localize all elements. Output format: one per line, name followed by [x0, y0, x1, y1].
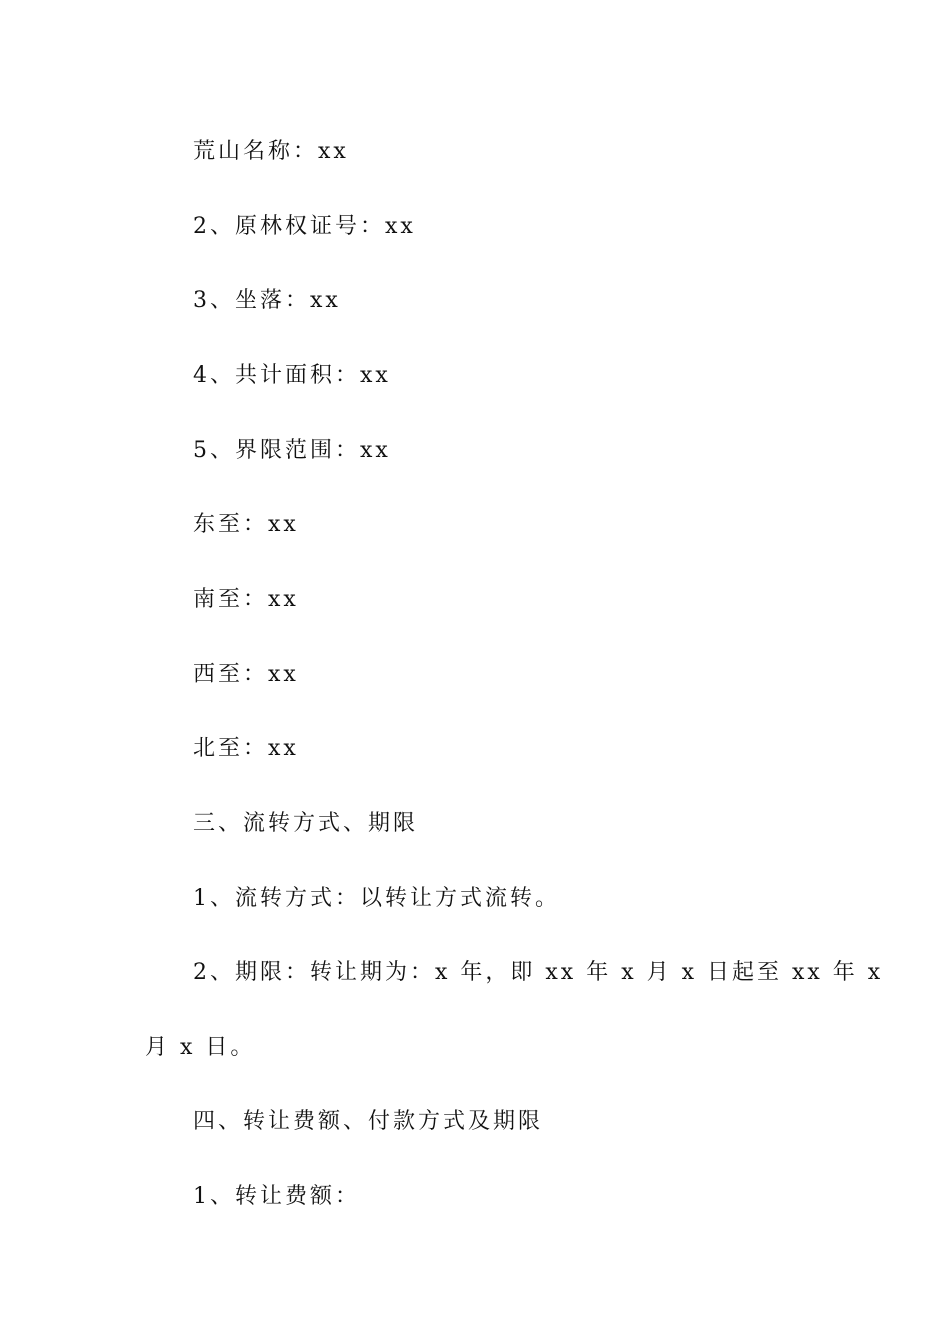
- section-heading-3: 三、流转方式、期限: [193, 811, 419, 836]
- location-line: 3、坐落：xx: [193, 288, 341, 313]
- forest-cert-line: 2、原林权证号：xx: [193, 214, 416, 239]
- east-boundary-line: 东至：xx: [193, 512, 299, 537]
- section-heading-4: 四、转让费额、付款方式及期限: [193, 1109, 544, 1134]
- total-area-line: 4、共计面积：xx: [193, 363, 391, 388]
- transfer-fee-line: 1、转让费额：: [193, 1184, 360, 1209]
- transfer-method-line: 1、流转方式：以转让方式流转。: [193, 886, 560, 911]
- south-boundary-line: 南至：xx: [193, 587, 299, 612]
- term-line-continued: 月 x 日。: [145, 1035, 256, 1060]
- boundary-line: 5、界限范围：xx: [193, 438, 391, 463]
- term-line: 2、期限：转让期为：x 年，即 xx 年 x 月 x 日起至 xx 年 x: [193, 960, 884, 985]
- wasteland-name-line: 荒山名称：xx: [193, 139, 349, 164]
- north-boundary-line: 北至：xx: [193, 736, 299, 761]
- west-boundary-line: 西至：xx: [193, 662, 299, 687]
